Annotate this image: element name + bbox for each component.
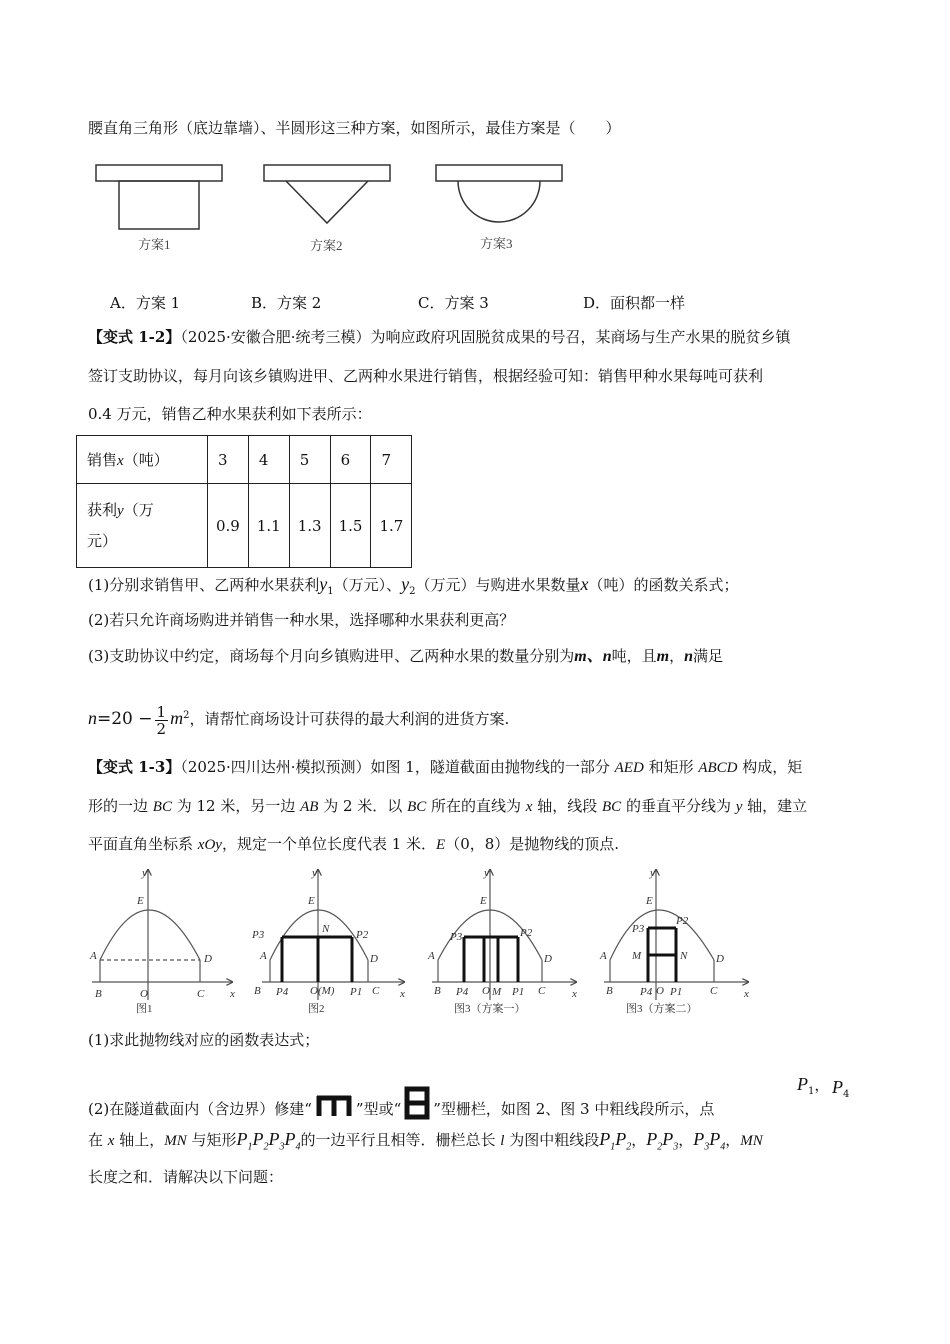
m-shape-icon (314, 1094, 354, 1116)
scheme3-label: 方案3 (480, 236, 513, 251)
svg-text:A: A (90, 950, 97, 962)
table-cell: 7 (371, 436, 412, 484)
svg-text:P1: P1 (350, 986, 363, 998)
svg-text:P3: P3 (252, 929, 265, 941)
svg-text:y: y (650, 867, 655, 879)
option-a: A．方案 1 (110, 294, 181, 312)
svg-text:C: C (372, 985, 380, 997)
svg-text:D: D (544, 953, 552, 965)
svg-text:O: O (482, 985, 490, 997)
figure-3-scheme1 (427, 867, 577, 1015)
svg-text:O(M): O(M) (310, 985, 335, 997)
svg-text:P1: P1 (512, 986, 525, 998)
svg-text:O: O (656, 985, 664, 997)
table-head-x: 销售x（吨） (77, 436, 208, 484)
ri-shape-icon (403, 1086, 431, 1120)
scheme3-figure (436, 165, 562, 222)
svg-text:图3（方案二）: 图3（方案二） (626, 1003, 698, 1015)
table-row (77, 436, 412, 484)
svg-text:P3: P3 (450, 931, 463, 943)
svg-text:N: N (322, 923, 330, 935)
figure-1 (92, 870, 232, 1000)
svg-text:B: B (254, 985, 261, 997)
svg-text:D: D (204, 953, 212, 965)
q13-points: $P_1$， (797, 1074, 830, 1097)
svg-text:D: D (716, 953, 724, 965)
svg-text:E: E (646, 895, 653, 907)
svg-text:y: y (484, 867, 489, 879)
svg-text:M: M (632, 950, 642, 962)
tunnel-figures (80, 862, 780, 1022)
q12-2: (2)若只允许商场购进并销售一种水果，选择哪种水果获利更高？ (88, 611, 515, 629)
option-c: C．方案 3 (418, 294, 489, 312)
svg-text:P2: P2 (356, 929, 369, 941)
svg-text:P2: P2 (520, 927, 533, 939)
table-cell: 0.9 (208, 484, 249, 568)
svg-text:A: A (428, 950, 435, 962)
svg-text:B: B (606, 985, 613, 997)
q13-points-2: $P_4$ (832, 1077, 850, 1100)
q13-1: (1)求此抛物线对应的函数表达式； (88, 1031, 320, 1049)
v12-tag: 【变式 1-2】 (88, 328, 181, 346)
q12-formula: n=20 − $\frac{1}{2}$ $m^2$，请帮忙商场设计可获得的最大利润的进货方案. (88, 702, 510, 738)
option-b: B．方案 2 (251, 294, 322, 312)
table-cell: 1.3 (289, 484, 330, 568)
svg-text:y: y (142, 867, 147, 879)
table-head-y: 获利y（万 元） (77, 484, 208, 568)
v12-line2: 签订支助协议，每月向该乡镇购进甲、乙两种水果进行销售，根据经验可知：销售甲种水果每吨可获利 (88, 367, 764, 385)
q13-line2: 在 x 轴上，MN 与矩形$P_1P_2P_3P_4$的一边平行且相等．栅栏总长 l 为图中粗线段$P_1P_2$，$P_2P_3$，$P_3P_4$，MN (88, 1129, 763, 1153)
svg-text:A: A (260, 950, 267, 962)
svg-text:C: C (710, 985, 718, 997)
table-row (77, 484, 412, 568)
svg-text:E: E (308, 895, 315, 907)
svg-text:M: M (492, 986, 502, 998)
table-cell: 1.1 (248, 484, 289, 568)
table-cell: 3 (208, 436, 249, 484)
q12-1: (1)分别求销售甲、乙两种水果获利$y_1$（万元）、$y_2$（万元）与购进水果数量x（吨）的函数关系式； (88, 574, 739, 597)
figure-3-scheme2 (599, 867, 749, 1015)
svg-text:x: x (400, 988, 405, 1000)
scheme1-figure (96, 165, 222, 229)
svg-text:P4: P4 (276, 986, 289, 998)
fraction: $\frac{1}{2}$ (156, 702, 167, 738)
table-cell: 1.5 (330, 484, 371, 568)
q13-line3: 长度之和．请解决以下问题： (88, 1168, 284, 1186)
table-cell: 4 (248, 436, 289, 484)
q12-3: (3)支助协议中约定，商场每个月向乡镇购进甲、乙两种水果的数量分别为m、n吨，且m，n满足 (88, 647, 724, 665)
sales-table (76, 435, 412, 568)
svg-text:B: B (434, 985, 441, 997)
v13-line3: 平面直角坐标系 xOy，规定一个单位长度代表 1 米．E（0，8）是抛物线的顶点. (88, 835, 620, 853)
svg-text:E: E (480, 895, 487, 907)
svg-text:O: O (140, 988, 148, 1000)
scheme-diagrams (90, 158, 580, 258)
svg-text:P4: P4 (640, 986, 653, 998)
figure-2 (251, 867, 405, 1015)
svg-text:P3: P3 (632, 923, 645, 935)
svg-text:N: N (680, 950, 688, 962)
svg-text:C: C (538, 985, 546, 997)
svg-text:y: y (312, 867, 317, 879)
svg-text:图2: 图2 (308, 1003, 325, 1015)
v12-line1: 【变式 1-2】（2025·安徽合肥·统考三模）为响应政府巩固脱贫成果的号召，某商场与生产水果的脱贫乡镇 (88, 328, 791, 346)
scheme1-label: 方案1 (138, 237, 171, 252)
v13-tag: 【变式 1-3】 (88, 758, 181, 776)
svg-text:P4: P4 (456, 986, 469, 998)
svg-text:A: A (600, 950, 607, 962)
svg-text:B: B (95, 988, 102, 1000)
table-cell: 5 (289, 436, 330, 484)
v13-line1: 【变式 1-3】（2025·四川达州·模拟预测）如图 1，隧道截面由抛物线的一部分 AED 和矩形 ABCD 构成，矩 (88, 758, 803, 776)
v13-line2: 形的一边 BC 为 12 米，另一边 AB 为 2 米．以 BC 所在的直线为 x 轴，线段 BC 的垂直平分线为 y 轴，建立 (88, 797, 808, 815)
svg-text:x: x (230, 988, 235, 1000)
svg-text:E: E (137, 895, 144, 907)
table-cell: 1.7 (371, 484, 412, 568)
svg-text:x: x (572, 988, 577, 1000)
intro-text: 腰直角三角形（底边靠墙）、半圆形这三种方案，如图所示，最佳方案是（ ） (88, 119, 621, 137)
q13-2: (2)在隧道截面内（含边界）修建“ ”型或“ ”型栅栏，如图 2、图 3 中粗线段所示，点 (88, 1086, 714, 1124)
svg-text:图1: 图1 (136, 1003, 153, 1015)
scheme2-figure (264, 165, 390, 223)
option-d: D．面积都一样 (583, 294, 686, 312)
svg-text:P1: P1 (670, 986, 683, 998)
svg-text:D: D (370, 953, 378, 965)
svg-text:C: C (197, 988, 205, 1000)
scheme2-label: 方案2 (310, 238, 343, 253)
svg-text:图3（方案一）: 图3（方案一） (454, 1003, 526, 1015)
table-cell: 6 (330, 436, 371, 484)
svg-text:P2: P2 (676, 915, 689, 927)
v12-line3: 0.4 万元，销售乙种水果获利如下表所示： (88, 405, 372, 423)
svg-text:x: x (744, 988, 749, 1000)
